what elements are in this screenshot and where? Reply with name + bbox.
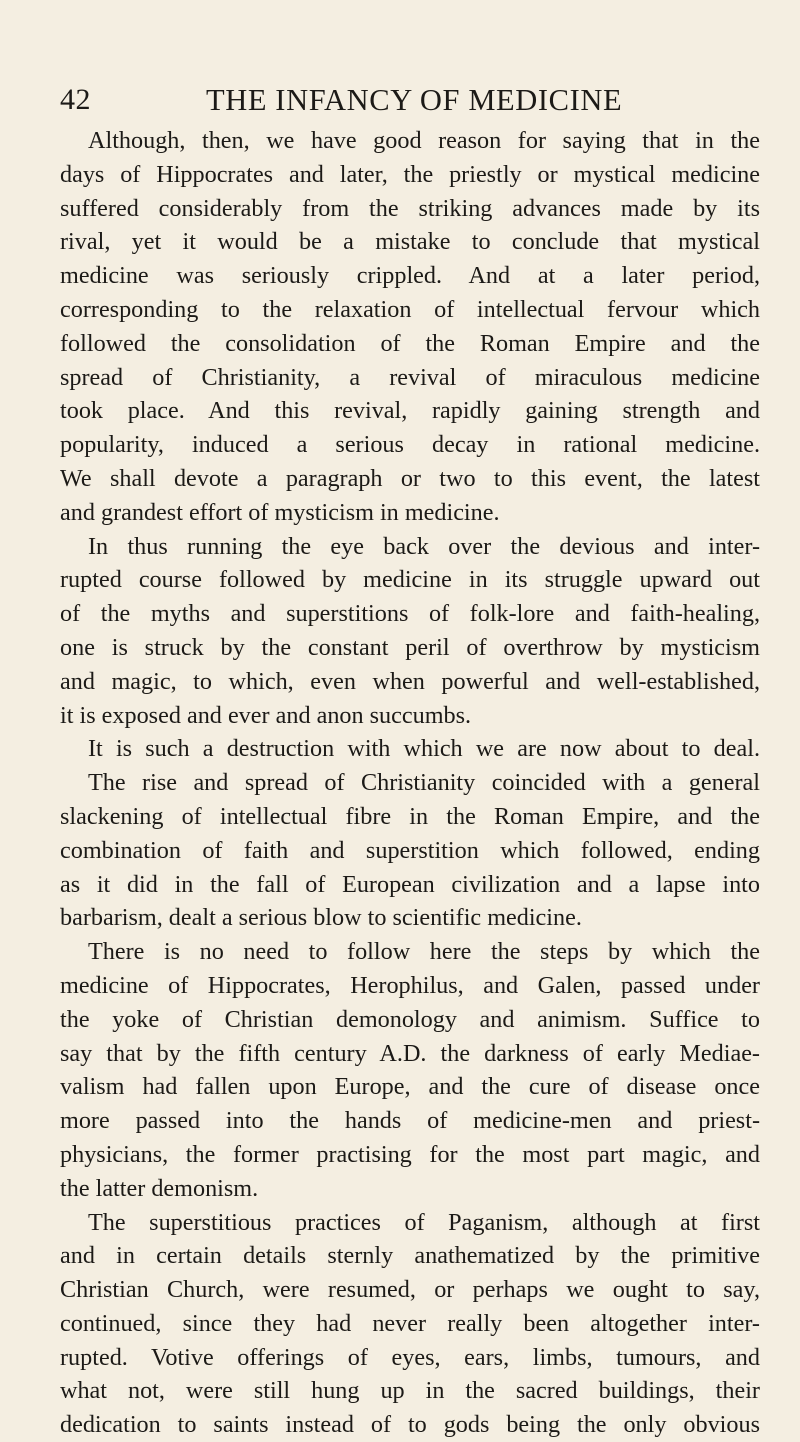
text-line: slackening of intellectual fibre in the Roman Empire, and the xyxy=(60,802,760,830)
running-head xyxy=(60,82,760,122)
text-line: The superstitious practices of Paganism, although at first xyxy=(88,1208,760,1236)
text-line: one is struck by the constant peril of overthrow by mysticism xyxy=(60,633,760,661)
text-line: say that by the fifth century A.D. the darkness of early Mediae- xyxy=(60,1039,760,1067)
text-line: We shall devote a paragraph or two to this event, the latest xyxy=(60,464,760,492)
text-line: days of Hippocrates and later, the priestly or mystical medicine xyxy=(60,160,760,188)
text-line: continued, since they had never really been altogether inter- xyxy=(60,1309,760,1337)
text-line: The rise and spread of Christianity coincided with a general xyxy=(88,769,760,797)
text-line: rival, yet it would be a mistake to conclude that mystical xyxy=(60,228,760,256)
text-line: took place. And this revival, rapidly gaining strength and xyxy=(60,397,760,425)
text-line: There is no need to follow here the steps by which the xyxy=(88,938,760,966)
text-line: more passed into the hands of medicine-men and priest- xyxy=(60,1107,760,1135)
text-line: dedication to saints instead of to gods being the only obvious xyxy=(60,1411,760,1439)
running-title: THE INFANCY OF MEDICINE xyxy=(206,83,623,117)
text-line: physicians, the former practising for the most part magic, and xyxy=(60,1140,760,1168)
text-line: it is exposed and ever and anon succumbs. xyxy=(60,701,472,729)
text-line: spread of Christianity, a revival of miraculous medicine xyxy=(60,363,760,391)
text-line: barbarism, dealt a serious blow to scientific medicine. xyxy=(60,904,582,932)
text-line: followed the consolidation of the Roman Empire and the xyxy=(60,329,760,357)
text-line: of the myths and superstitions of folk-lore and faith-healing, xyxy=(60,600,760,628)
text-line: as it did in the fall of European civilization and a lapse into xyxy=(60,870,760,898)
text-line: corresponding to the relaxation of intellectual fervour which xyxy=(60,295,760,323)
text-line: the yoke of Christian demonology and animism. Suffice to xyxy=(60,1005,760,1033)
text-line: In thus running the eye back over the devious and inter- xyxy=(88,532,760,560)
text-line: medicine of Hippocrates, Herophilus, and Galen, passed under xyxy=(60,971,760,999)
text-line: and in certain details sternly anathematized by the primitive xyxy=(60,1242,760,1270)
text-line: valism had fallen upon Europe, and the cure of disease once xyxy=(60,1073,760,1101)
text-line: suffered considerably from the striking advances made by its xyxy=(60,194,760,222)
text-line: rupted course followed by medicine in its struggle upward out xyxy=(60,566,760,594)
text-line: Christian Church, were resumed, or perhaps we ought to say, xyxy=(60,1276,760,1304)
text-line: combination of faith and superstition which followed, ending xyxy=(60,836,760,864)
text-line: It is such a destruction with which we are now about to deal. xyxy=(88,735,760,763)
text-line: and grandest effort of mysticism in medicine. xyxy=(60,498,500,526)
text-line: rupted. Votive offerings of eyes, ears, limbs, tumours, and xyxy=(60,1343,760,1371)
text-line: popularity, induced a serious decay in rational medicine. xyxy=(60,431,760,459)
body-text xyxy=(60,124,760,1442)
text-line: what not, were still hung up in the sacred buildings, their xyxy=(60,1377,760,1405)
page-number: 42 xyxy=(60,83,91,116)
text-line: and magic, to which, even when powerful and well-established, xyxy=(60,667,760,695)
text-line: Although, then, we have good reason for saying that in the xyxy=(88,127,760,154)
text-line: medicine was seriously crippled. And at a later period, xyxy=(60,262,760,290)
text-line: the latter demonism. xyxy=(60,1174,259,1202)
